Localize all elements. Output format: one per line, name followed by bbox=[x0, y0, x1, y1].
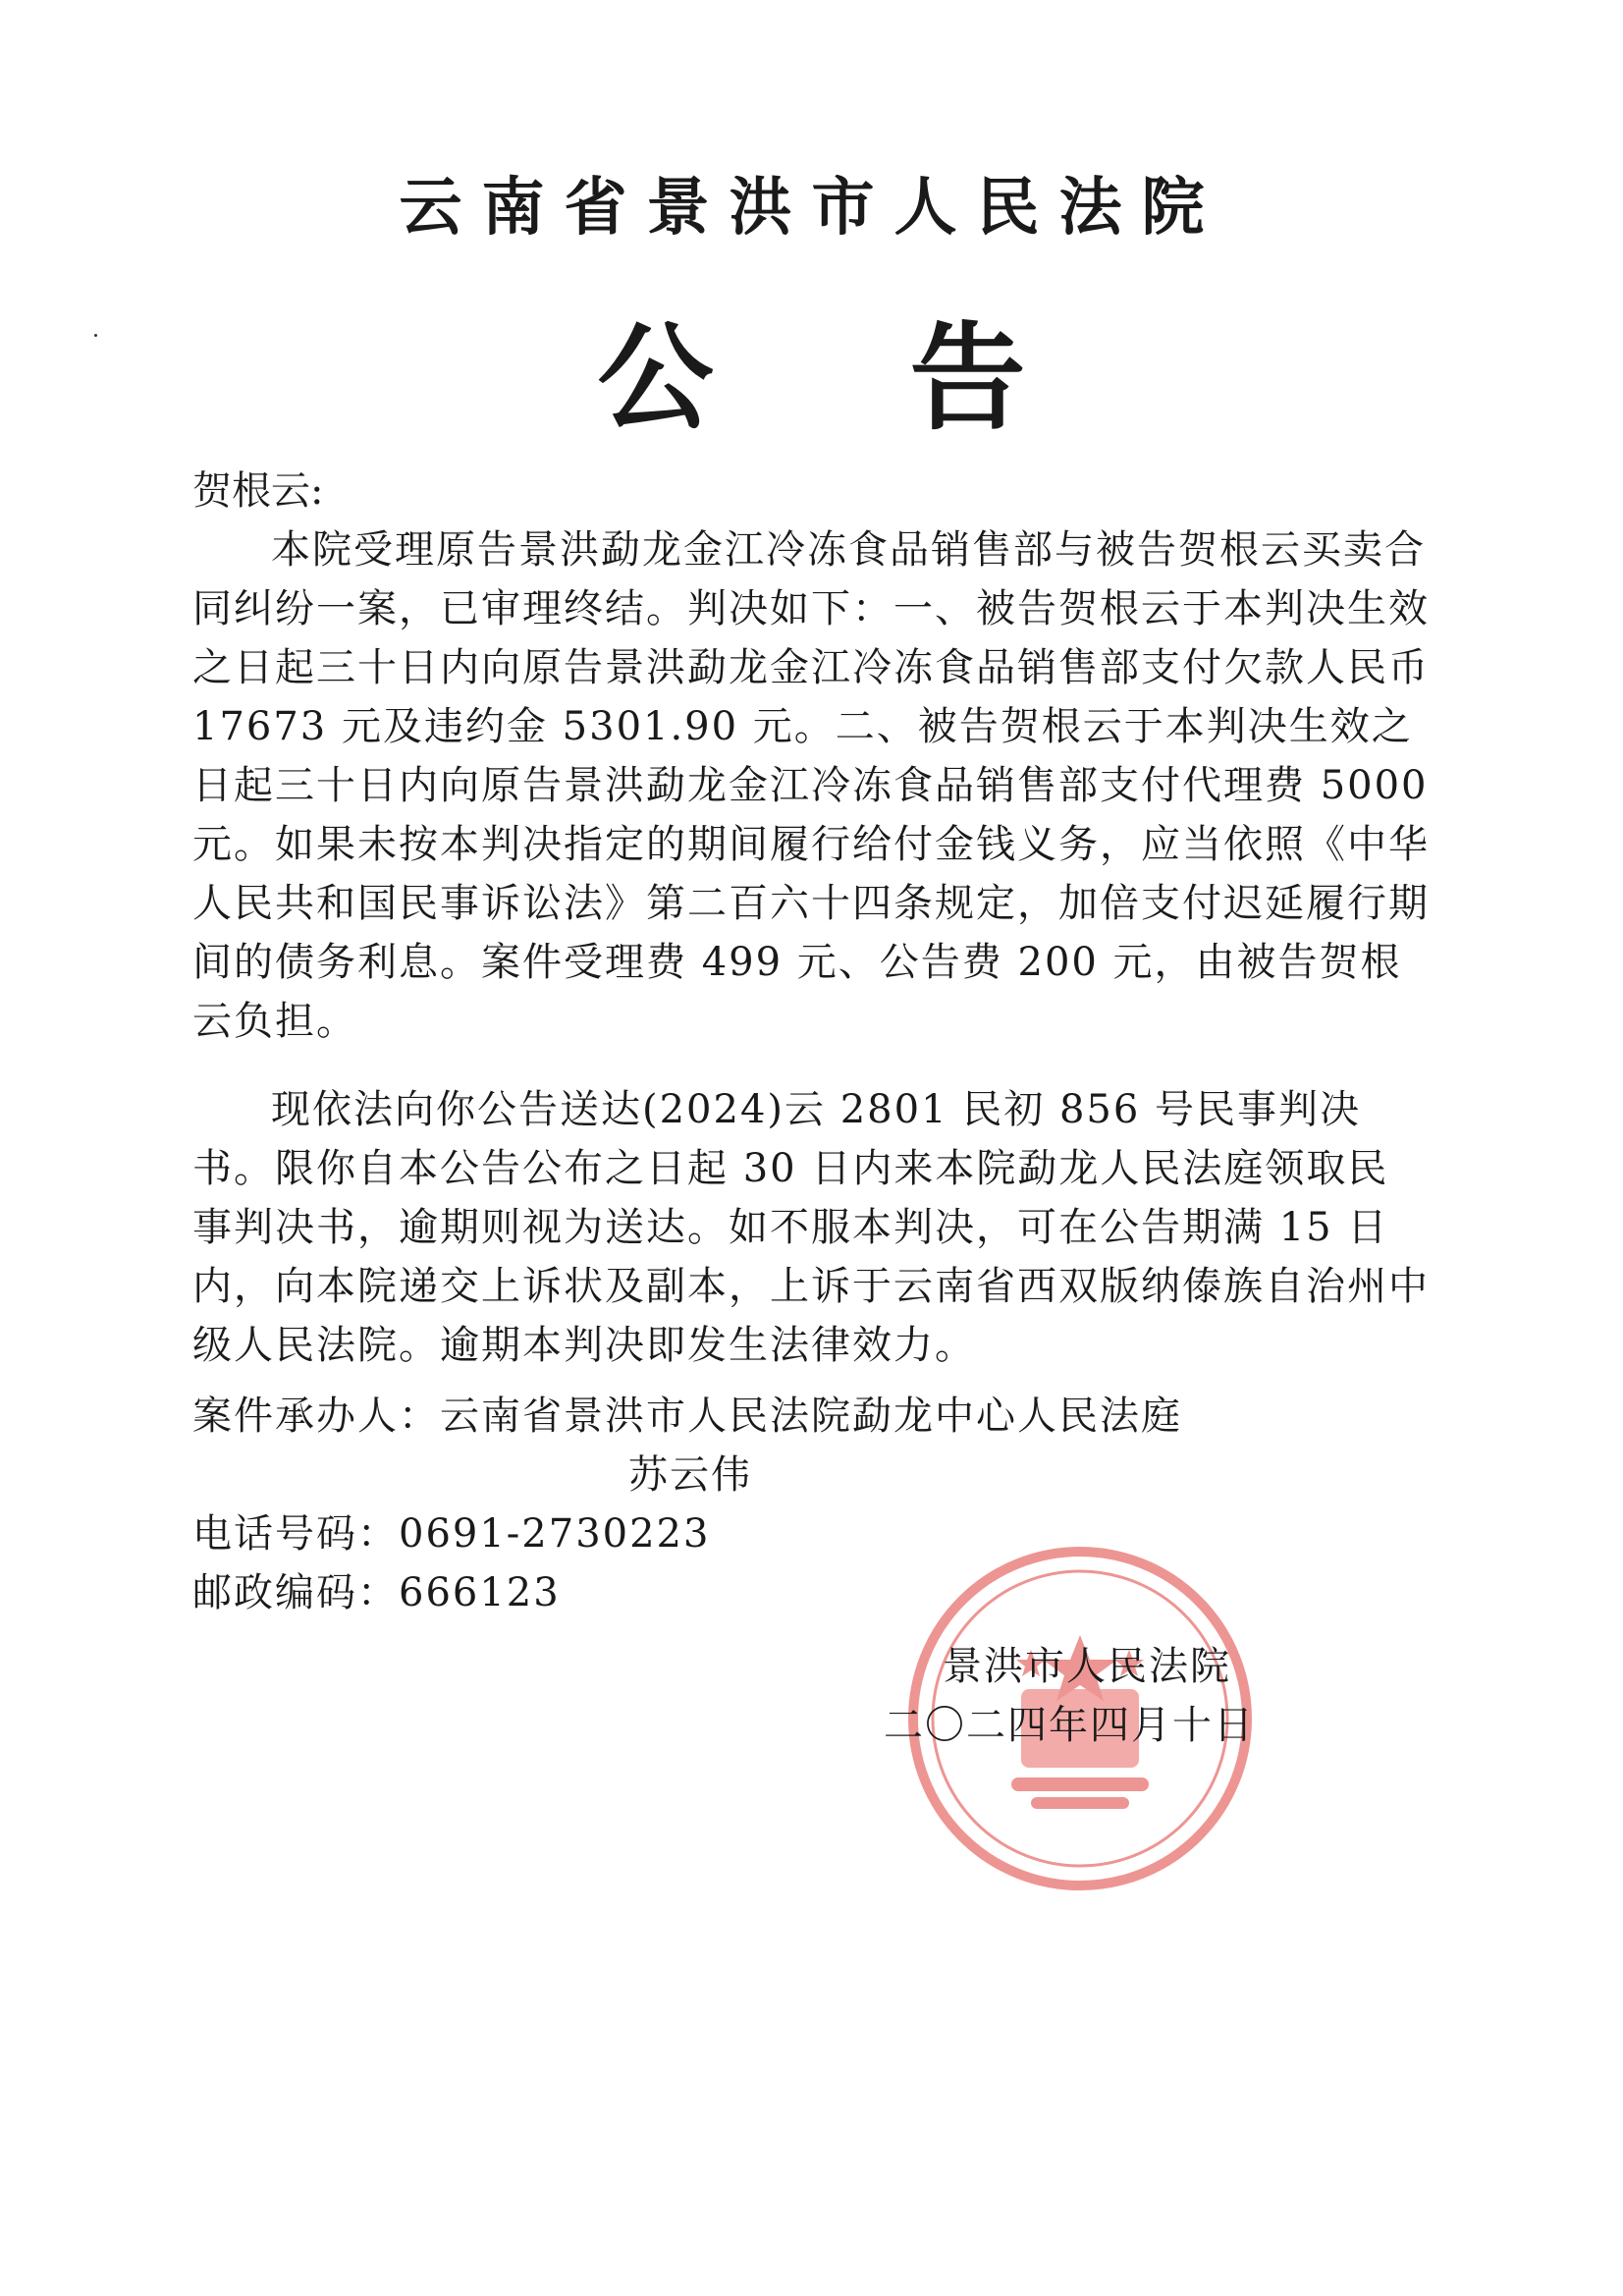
notice-title: 公告 bbox=[597, 310, 1222, 446]
addressee: 贺根云: bbox=[192, 468, 324, 514]
service-paragraph: 现依法向你公告送达(2024)云 2801 民初 856 号民事判决书。限你自本公告公布之日起 30 日内来本院勐龙人民法庭领取民事判决书，逾期则视为送达。如不服本判决，可在公告期满 15 日内，向本院递交上诉状及副本，上诉于云南省西双版纳傣族自治州中级人民法院。逾期本判决即发生法律效力。 bbox=[192, 1087, 1430, 1368]
issuing-court: 景洪市人民法院 bbox=[943, 1644, 1231, 1689]
judgment-paragraph: 本院受理原告景洪勐龙金江冷冻食品销售部与被告贺根云买卖合同纠纷一案，已审理终结。判决如下：一、被告贺根云于本判决生效之日起三十日内向原告景洪勐龙金江冷冻食品销售部支付欠款人民币 17673 元及违约金 5301.90 元。二、被告贺根云于本判决生效之日起三十日内向原告景洪勐龙金江冷冻食品销售部支付代理费 5000 元。如果未按本判决指定的期间履行给付金钱义务，应当依照《中华人民共和国民事诉讼法》第二百六十四条规定，加倍支付迟延履行期间的债务利息。案件受理费 499 元、公告费 200 元，由被告贺根云负担。 bbox=[192, 527, 1430, 1044]
issue-date: 二〇二四年四月十日 bbox=[884, 1703, 1255, 1748]
phone-number: 电话号码：0691-2730223 bbox=[192, 1511, 711, 1557]
handler-name: 苏云伟 bbox=[628, 1452, 752, 1498]
court-name: 云南省景洪市人民法院 bbox=[399, 172, 1224, 245]
postal-code: 邮政编码：666123 bbox=[192, 1570, 561, 1615]
case-handler: 案件承办人：云南省景洪市人民法院勐龙中心人民法庭 bbox=[192, 1394, 1182, 1439]
